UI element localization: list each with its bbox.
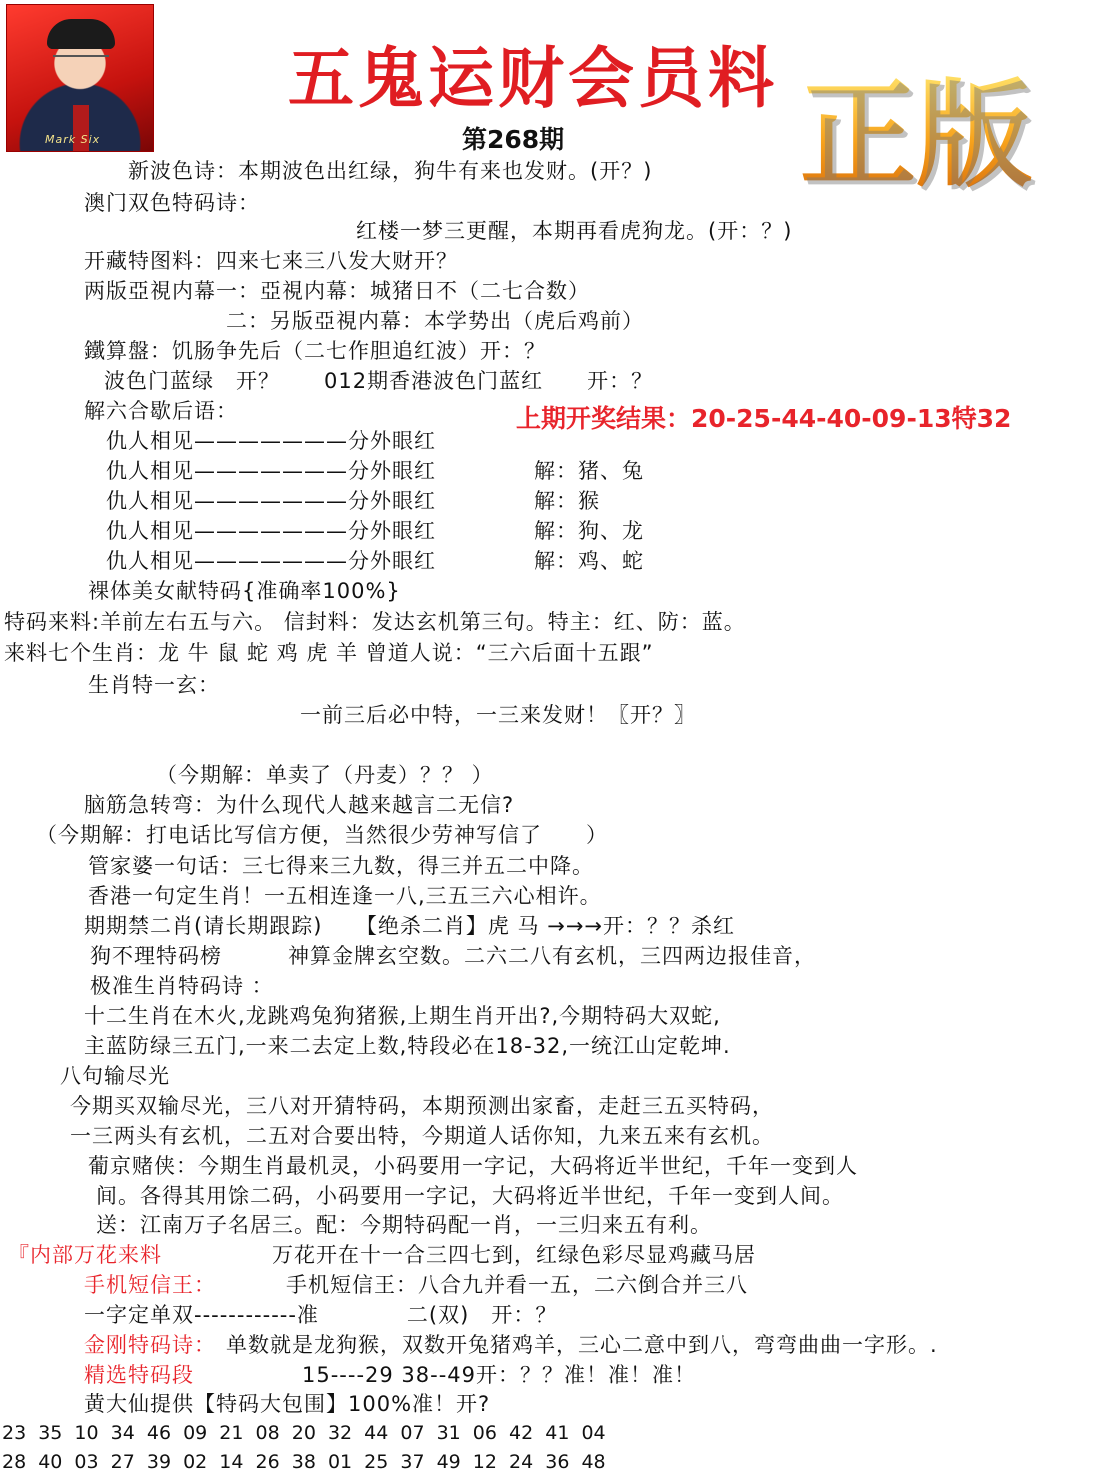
label-wanhua: 『内部万花来料 bbox=[8, 1243, 162, 1267]
portrait-photo bbox=[6, 4, 154, 152]
xiehouyu-dash: ——————— bbox=[194, 519, 348, 543]
text-line: 生肖特一玄： bbox=[88, 673, 220, 697]
text-line: 万花开在十一合三四七到，红绿色彩尽显鸡藏马居 bbox=[272, 1243, 756, 1267]
label-jingxuan: 精选特码段 bbox=[84, 1363, 194, 1387]
issue-number: 第268期 bbox=[462, 125, 565, 154]
xiehouyu-right: 分外眼红 bbox=[348, 429, 436, 453]
text-line: 一三两头有玄机，二五对合要出特，今期道人话你知，九来五来有玄机。 bbox=[70, 1124, 774, 1148]
text-line: 主蓝防绿三五门,一来二去定上数,特段必在18-32,一统江山定乾坤. bbox=[84, 1034, 731, 1058]
xiehouyu-right: 分外眼红 bbox=[348, 549, 436, 573]
text-line: 15----29 38--49开：？？准！准！准！ bbox=[302, 1363, 697, 1387]
xiehouyu-right: 分外眼红 bbox=[348, 459, 436, 483]
text-line: 澳门双色特码诗： bbox=[84, 191, 260, 215]
xiehouyu-left: 仇人相见 bbox=[106, 549, 194, 573]
xiehouyu-row bbox=[106, 518, 436, 544]
xiehouyu-row bbox=[106, 428, 436, 454]
text-line: 葡京赌侠：今期生肖最机灵，小码要用一字记，大码将近半世纪，千年一变到人 bbox=[88, 1154, 858, 1178]
xiehouyu-dash: ——————— bbox=[194, 549, 348, 573]
xiehouyu-dash: ——————— bbox=[194, 489, 348, 513]
portrait-hair bbox=[47, 19, 115, 49]
xiehouyu-answer: 解：狗、龙 bbox=[534, 519, 644, 543]
text-line: 解六合歇后语： bbox=[84, 399, 238, 423]
text-line: 鐵算盤：饥肠争先后（二七作胆追红波）开：？ bbox=[84, 339, 546, 363]
text-line: 单数就是龙狗猴，双数开兔猪鸡羊，三心二意中到八，弯弯曲曲一字形。. bbox=[226, 1333, 938, 1357]
text-line: 黄大仙提供【特码大包围】100%准！开? bbox=[84, 1392, 491, 1416]
xiehouyu-row bbox=[106, 548, 436, 574]
text-line: 二：另版亞視内幕：本学势出（虎后鸡前） bbox=[226, 309, 644, 333]
portrait-glasses bbox=[53, 55, 109, 67]
text-line: 香港一句定生肖！一五相连逢一八,三五三六心相许。 bbox=[88, 884, 602, 908]
last-draw-result: 上期开奖结果：20-25-44-40-09-13特32 bbox=[516, 404, 1012, 433]
xiehouyu-row bbox=[106, 488, 436, 514]
text-line: （今期解：单卖了（丹麦）？？ ） bbox=[156, 763, 494, 787]
text-line: 裸体美女献特码{准确率100%} bbox=[88, 579, 401, 603]
text-line: 一字定单双------------准 二(双) 开：？ bbox=[84, 1303, 558, 1327]
text-line: 期期禁二肖(请长期跟踪) 【绝杀二肖】虎 马 →→→开：？？杀红 bbox=[84, 914, 736, 938]
label-sms: 手机短信王： bbox=[84, 1273, 216, 1297]
xiehouyu-dash: ——————— bbox=[194, 459, 348, 483]
text-line: 管家婆一句话：三七得来三九数，得三并五二中降。 bbox=[88, 854, 594, 878]
photo-brand-label: Mark Six bbox=[45, 133, 101, 146]
page-title: 五鬼运财会员料 bbox=[288, 39, 778, 117]
xiehouyu-answer: 解：鸡、蛇 bbox=[534, 549, 644, 573]
genuine-stamp: 正版 bbox=[800, 67, 1032, 203]
text-line: 新波色诗：本期波色出红绿，狗牛有来也发财。(开？) bbox=[128, 159, 653, 183]
number-row: 28 40 03 27 39 02 14 26 38 01 25 37 49 12 24 36 48 bbox=[2, 1451, 606, 1473]
text-line: （今期解：打电话比写信方便，当然很少劳神写信了 ） bbox=[36, 823, 608, 847]
xiehouyu-row bbox=[106, 458, 436, 484]
xiehouyu-dash: ——————— bbox=[194, 429, 348, 453]
xiehouyu-right: 分外眼红 bbox=[348, 519, 436, 543]
text-line: 红楼一梦三更醒，本期再看虎狗龙。(开：？) bbox=[356, 219, 793, 243]
text-line: 特码来料:羊前左右五与六。 信封料：发达玄机第三句。特主：红、防：蓝。 bbox=[4, 610, 746, 634]
text-line: 开藏特图料：四来七来三八发大财开？ bbox=[84, 249, 458, 273]
xiehouyu-left: 仇人相见 bbox=[106, 459, 194, 483]
xiehouyu-left: 仇人相见 bbox=[106, 489, 194, 513]
xiehouyu-left: 仇人相见 bbox=[106, 519, 194, 543]
text-line: 十二生肖在木火,龙跳鸡兔狗猪猴,上期生肖开出?,今期特码大双蛇, bbox=[84, 1004, 721, 1028]
text-line: 手机短信王：八合九并看一五，二六倒合并三八 bbox=[286, 1273, 748, 1297]
xiehouyu-left: 仇人相见 bbox=[106, 429, 194, 453]
text-line: 狗不理特码榜 神算金牌玄空数。二六二八有玄机，三四两边报佳音， bbox=[90, 944, 816, 968]
text-line: 送：江南万子名居三。配：今期特码配一肖，一三归来五有利。 bbox=[96, 1213, 712, 1237]
xiehouyu-answer: 解：猪、兔 bbox=[534, 459, 644, 483]
text-line: 一前三后必中特，一三来发财！〖开？〗 bbox=[300, 703, 696, 727]
label-jingang: 金刚特码诗： bbox=[84, 1333, 216, 1357]
text-line: 脑筋急转弯：为什么现代人越来越言二无信? bbox=[84, 793, 515, 817]
number-row: 23 35 10 34 46 09 21 08 20 32 44 07 31 06 42 41 04 bbox=[2, 1422, 606, 1444]
text-line: 波色门蓝绿 开？ 012期香港波色门蓝红 开：？ bbox=[104, 369, 654, 393]
text-line: 八句输尽光 bbox=[60, 1064, 170, 1088]
text-line: 极准生肖特码诗 ： bbox=[90, 974, 274, 998]
xiehouyu-answer: 解：猴 bbox=[534, 489, 600, 513]
text-line: 两版亞視内幕一：亞視内幕：城猪日不（二七合数） bbox=[84, 279, 590, 303]
text-line: 间。各得其用馀二码，小码要用一字记，大码将近半世纪，千年一变到人间。 bbox=[96, 1184, 844, 1208]
text-line: 来料七个生肖：龙 牛 鼠 蛇 鸡 虎 羊 曾道人说：“三六后面十五跟” bbox=[4, 641, 654, 665]
xiehouyu-right: 分外眼红 bbox=[348, 489, 436, 513]
text-line: 今期买双输尽光，三八对开猜特码，本期预测出家畜，走赶三五买特码， bbox=[70, 1094, 774, 1118]
